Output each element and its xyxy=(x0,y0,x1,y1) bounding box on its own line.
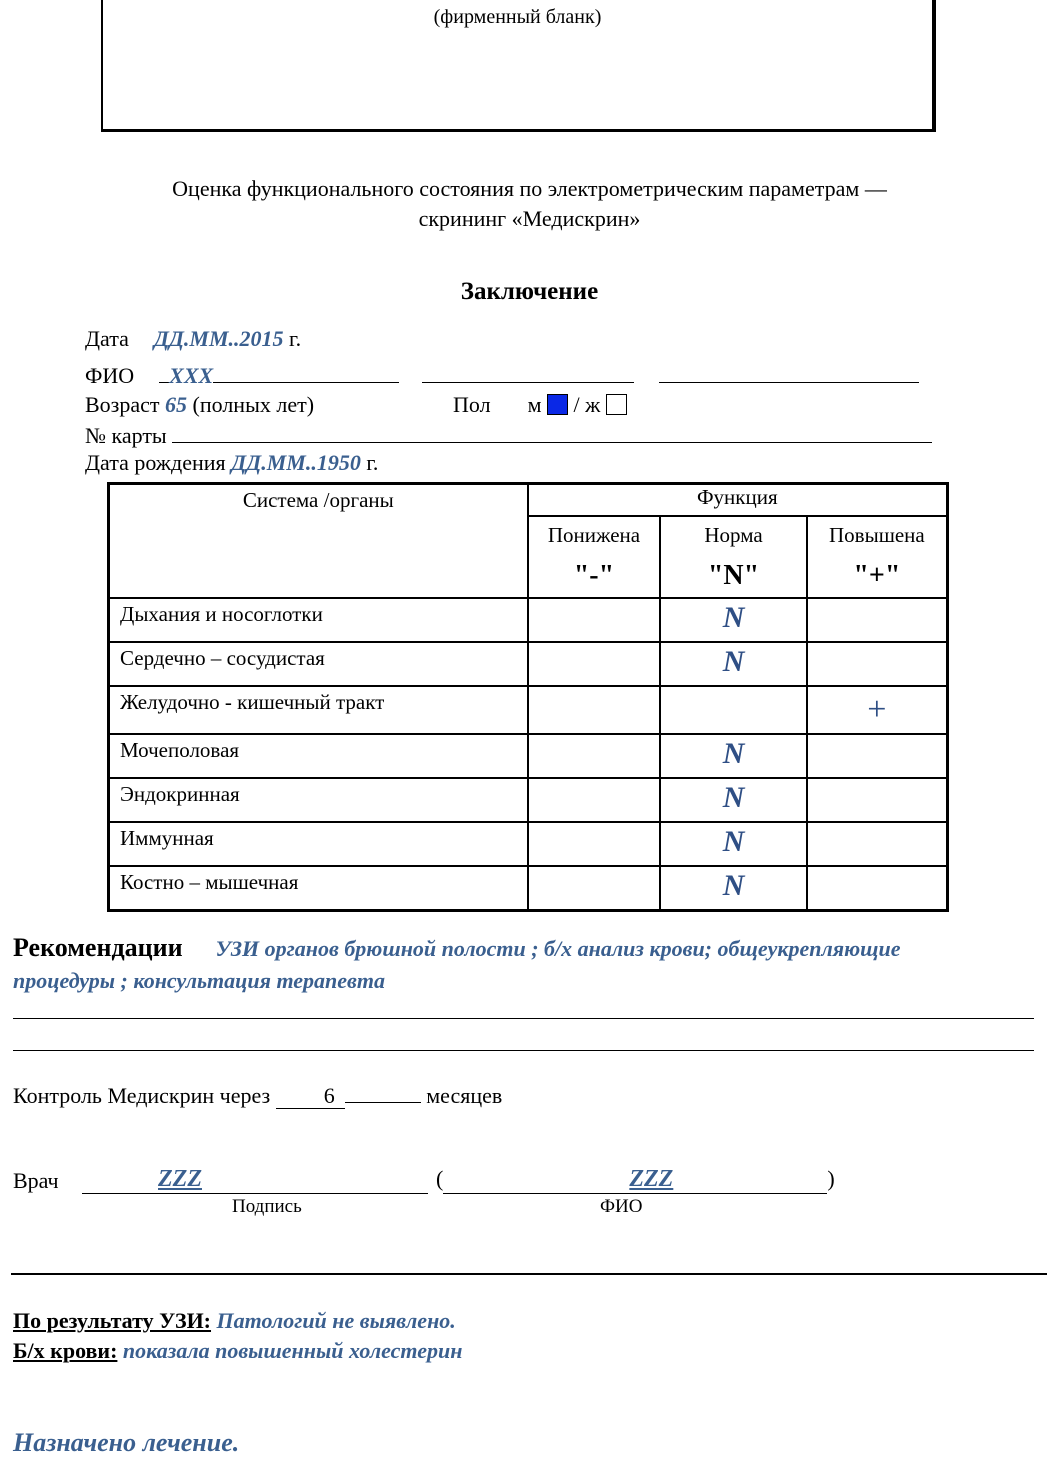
sex-female-checkbox[interactable] xyxy=(606,394,627,415)
date-label: Дата xyxy=(85,326,129,351)
card-blank xyxy=(172,422,932,443)
doctor-fio-line xyxy=(436,1166,835,1194)
sex-male-label: м xyxy=(527,392,542,417)
uzi-label: По результату УЗИ: xyxy=(13,1308,212,1333)
blank-line-1 xyxy=(13,1018,1034,1019)
birthdate-label: Дата рождения xyxy=(85,450,226,475)
fio-caption: ФИО xyxy=(600,1196,643,1217)
uzi-result xyxy=(13,1306,462,1336)
doctor-fio-value: ZZZ xyxy=(629,1166,674,1192)
sex-male-checkbox[interactable] xyxy=(547,394,568,415)
signature-caption: Подпись xyxy=(232,1196,302,1217)
cell-low xyxy=(528,598,661,642)
cell-low xyxy=(528,734,661,778)
age-value: 65 xyxy=(165,392,188,417)
card-label: № карты xyxy=(85,423,167,448)
function-table xyxy=(107,482,949,912)
cell-norm: N xyxy=(660,598,806,642)
doctor-label: Врач xyxy=(13,1168,59,1193)
cell-norm: N xyxy=(660,822,806,866)
sex-female-label: / ж xyxy=(573,392,601,417)
cell-norm xyxy=(660,686,806,734)
recommendations-label: Рекомендации xyxy=(13,933,183,962)
document-subtitle xyxy=(0,174,1059,234)
recommendations-line-2: процедуры ; консультация терапевта xyxy=(13,968,385,993)
row-system: Желудочно - кишечный тракт xyxy=(109,686,528,734)
sex-field xyxy=(453,392,627,418)
birthdate-suffix: г. xyxy=(366,450,379,475)
control-suffix: месяцев xyxy=(426,1083,503,1108)
cell-high xyxy=(807,778,948,822)
blood-label: Б/х крови: xyxy=(13,1338,118,1363)
control-prefix: Контроль Медискрин через xyxy=(13,1083,271,1108)
cell-norm: N xyxy=(660,642,806,686)
card-field xyxy=(85,422,932,449)
letterhead-text: (фирменный бланк) xyxy=(433,6,602,28)
row-system: Эндокринная xyxy=(109,778,528,822)
cell-high: + xyxy=(807,686,948,734)
row-system: Иммунная xyxy=(109,822,528,866)
cell-high xyxy=(807,642,948,686)
cell-low xyxy=(528,778,661,822)
uzi-value: Патологий не выявлено. xyxy=(216,1308,456,1333)
blood-value: показала повышенный холестерин xyxy=(122,1338,463,1363)
cell-norm: N xyxy=(660,734,806,778)
date-value: ДД.ММ..2015 xyxy=(153,326,284,351)
subtitle-line-1: Оценка функционального состояния по электрометрическим параметрам — xyxy=(172,176,887,201)
fio-field xyxy=(85,362,919,389)
doctor-signature-line xyxy=(82,1166,428,1194)
row-system: Костно – мышечная xyxy=(109,866,528,911)
cell-high xyxy=(807,734,948,778)
table-row xyxy=(109,866,948,911)
recommendations-line-1: УЗИ органов брюшной полости ; б/х анализ крови; общеукрепляющие xyxy=(215,936,901,961)
subtitle-line-2: скрининг «Медискрин» xyxy=(418,206,641,231)
birthdate-field xyxy=(85,450,378,476)
header-col-low: Понижена "-" xyxy=(528,516,661,598)
header-system: Система /органы xyxy=(109,484,528,599)
control-field xyxy=(13,1082,502,1109)
letterhead-box xyxy=(101,0,936,132)
age-field xyxy=(85,392,314,418)
fio-label: ФИО xyxy=(85,363,135,388)
fio-blank-2 xyxy=(422,362,634,383)
blank-line-2 xyxy=(13,1050,1034,1051)
treatment-note: Назначено лечение. xyxy=(13,1428,240,1457)
cell-norm: N xyxy=(660,866,806,911)
fio-blank-3 xyxy=(659,362,919,383)
table-row xyxy=(109,686,948,734)
row-system: Сердечно – сосудистая xyxy=(109,642,528,686)
cell-high xyxy=(807,822,948,866)
fio-value: XXX xyxy=(169,363,214,388)
cell-high xyxy=(807,866,948,911)
header-col-norm: Норма "N" xyxy=(660,516,806,598)
results-block xyxy=(13,1306,462,1366)
birthdate-value: ДД.ММ..1950 xyxy=(231,450,361,475)
row-system: Дыхания и носоглотки xyxy=(109,598,528,642)
row-system: Мочеполовая xyxy=(109,734,528,778)
table-row xyxy=(109,822,948,866)
control-value: 6 xyxy=(276,1083,345,1109)
blood-result xyxy=(13,1336,462,1366)
recommendations-block xyxy=(13,932,1043,997)
doctor-signature-value: ZZZ xyxy=(158,1166,202,1192)
header-function: Функция xyxy=(528,484,948,517)
sex-label: Пол xyxy=(453,392,491,417)
cell-norm: N xyxy=(660,778,806,822)
header-col-high: Повышена "+" xyxy=(807,516,948,598)
table-row xyxy=(109,642,948,686)
fio-close-paren: ) xyxy=(827,1166,835,1191)
cell-low xyxy=(528,866,661,911)
table-row xyxy=(109,734,948,778)
age-label: Возраст xyxy=(85,392,160,417)
cell-low xyxy=(528,642,661,686)
table-row xyxy=(109,598,948,642)
cell-high xyxy=(807,598,948,642)
table-row xyxy=(109,778,948,822)
section-divider xyxy=(11,1273,1047,1275)
page-title: Заключение xyxy=(460,278,599,305)
date-field xyxy=(85,326,301,352)
cell-low xyxy=(528,686,661,734)
date-suffix: г. xyxy=(289,326,302,351)
fio-open-paren: ( xyxy=(436,1166,444,1191)
age-suffix: (полных лет) xyxy=(192,392,315,417)
cell-low xyxy=(528,822,661,866)
